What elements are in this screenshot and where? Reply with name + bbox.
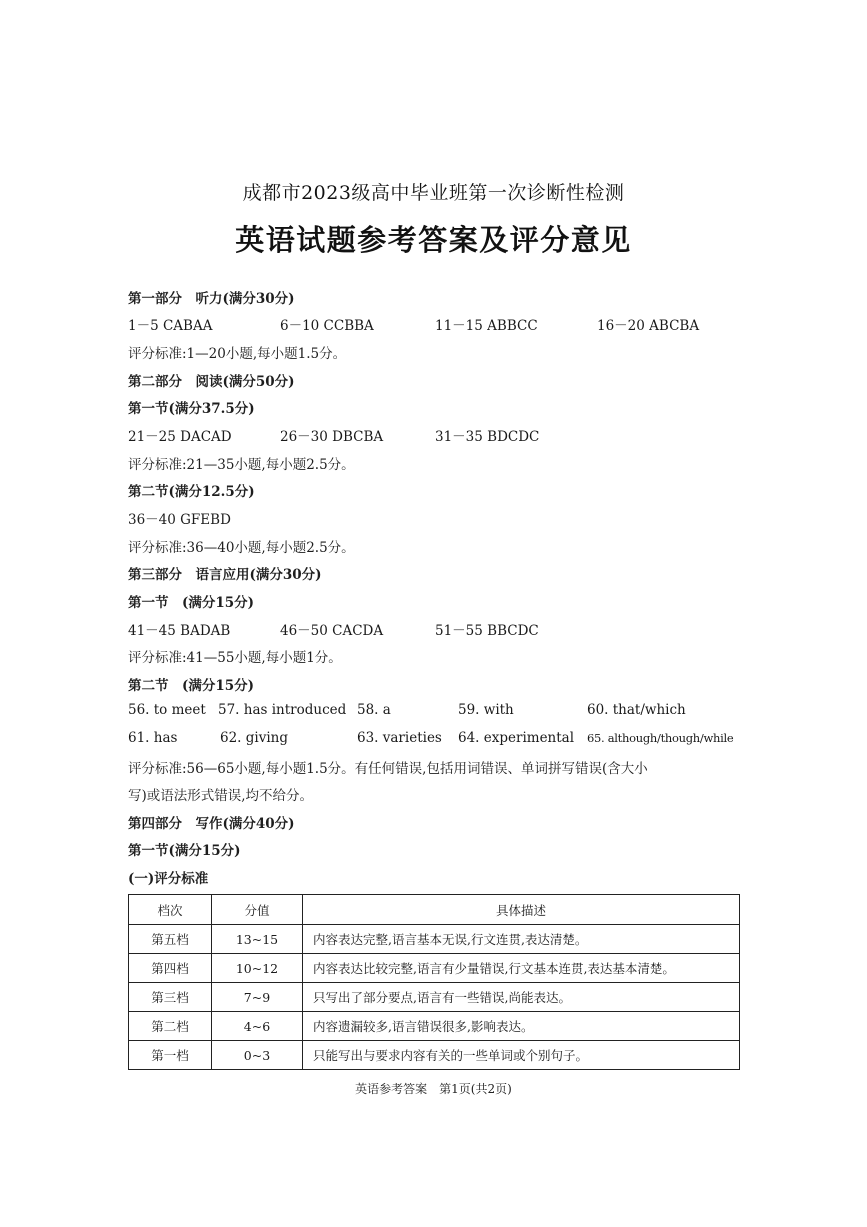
score-range: 4~6: [212, 1012, 303, 1041]
table-row: [129, 1012, 740, 1041]
part2-section2-heading: 第二节(满分12.5分): [128, 484, 255, 500]
column-header: 具体描述: [303, 895, 740, 925]
grade-description: 内容遗漏较多,语言错误很多,影响表达。: [303, 1012, 740, 1041]
exam-title: 成都市2023级高中毕业班第一次诊断性检测: [242, 182, 625, 204]
blank-answer: 61. has: [128, 730, 178, 746]
blank-answer: 56. to meet: [128, 702, 206, 718]
part3-section1-heading: 第一节 (满分15分): [128, 595, 255, 611]
grade-level: 第二档: [129, 1012, 212, 1041]
grading-rubric-table: [128, 894, 740, 1070]
part3-heading: 第三部分 语言应用(满分30分): [128, 567, 322, 583]
grade-description: 内容表达比较完整,语言有少量错误,行文基本连贯,表达基本清楚。: [303, 954, 740, 983]
rubric-heading: (一)评分标准: [128, 871, 209, 887]
answer-group: 46－50 CACDA: [280, 623, 384, 639]
part2-section1-criteria: 评分标准:21—35小题,每小题2.5分。: [128, 457, 355, 473]
blank-answer: 64. experimental: [458, 730, 575, 746]
grade-level: 第三档: [129, 983, 212, 1012]
part2-section1-heading: 第一节(满分37.5分): [128, 401, 255, 417]
part1-criteria: 评分标准:1—20小题,每小题1.5分。: [128, 346, 347, 362]
table-header-row: [129, 895, 740, 925]
score-range: 0~3: [212, 1041, 303, 1070]
answer-group: 21－25 DACAD: [128, 429, 232, 445]
answer-group: 11－15 ABBCC: [435, 318, 538, 334]
answer-group: 6－10 CCBBA: [280, 318, 374, 334]
grade-description: 内容表达完整,语言基本无误,行文连贯,表达清楚。: [303, 925, 740, 954]
blank-answer: 58. a: [357, 702, 391, 718]
column-header: 分值: [212, 895, 303, 925]
answer-group: 16－20 ABCBA: [597, 318, 700, 334]
part4-section1-heading: 第一节(满分15分): [128, 843, 241, 859]
part3-section2-criteria: 评分标准:56—65小题,每小题1.5分。有任何错误,包括用词错误、单词拼写错误(含大小: [128, 761, 648, 777]
grade-level: 第一档: [129, 1041, 212, 1070]
blank-answer: 65. although/though/while: [587, 731, 734, 745]
answer-group: 26－30 DBCBA: [280, 429, 384, 445]
page-footer: 英语参考答案 第1页(共2页): [355, 1082, 512, 1096]
blank-answer: 57. has introduced: [218, 702, 347, 718]
part3-section2-criteria-cont: 写)或语法形式错误,均不给分。: [128, 788, 314, 804]
column-header: 档次: [129, 895, 212, 925]
blank-answer: 63. varieties: [357, 730, 442, 746]
part2-section2-answers: 36－40 GFEBD: [128, 512, 231, 528]
answer-group: 51－55 BBCDC: [435, 623, 539, 639]
table-row: [129, 954, 740, 983]
answer-group: 41－45 BADAB: [128, 623, 231, 639]
part3-section2-heading: 第二节 (满分15分): [128, 678, 255, 694]
part3-section1-criteria: 评分标准:41—55小题,每小题1分。: [128, 650, 342, 666]
grade-description: 只写出了部分要点,语言有一些错误,尚能表达。: [303, 983, 740, 1012]
part2-section2-criteria: 评分标准:36—40小题,每小题2.5分。: [128, 540, 355, 556]
answer-group: 1－5 CABAA: [128, 318, 213, 334]
blank-answer: 62. giving: [220, 730, 289, 746]
blank-answer: 60. that/which: [587, 702, 686, 718]
document-title: 英语试题参考答案及评分意见: [235, 223, 632, 257]
score-range: 13~15: [212, 925, 303, 954]
grade-level: 第四档: [129, 954, 212, 983]
part1-heading: 第一部分 听力(满分30分): [128, 291, 295, 307]
score-range: 7~9: [212, 983, 303, 1012]
part2-heading: 第二部分 阅读(满分50分): [128, 374, 295, 390]
table-row: [129, 1041, 740, 1070]
answer-group: 31－35 BDCDC: [435, 429, 540, 445]
score-range: 10~12: [212, 954, 303, 983]
table-row: [129, 925, 740, 954]
blank-answer: 59. with: [458, 702, 514, 718]
grade-description: 只能写出与要求内容有关的一些单词或个别句子。: [303, 1041, 740, 1070]
grade-level: 第五档: [129, 925, 212, 954]
table-row: [129, 983, 740, 1012]
part4-heading: 第四部分 写作(满分40分): [128, 816, 295, 832]
